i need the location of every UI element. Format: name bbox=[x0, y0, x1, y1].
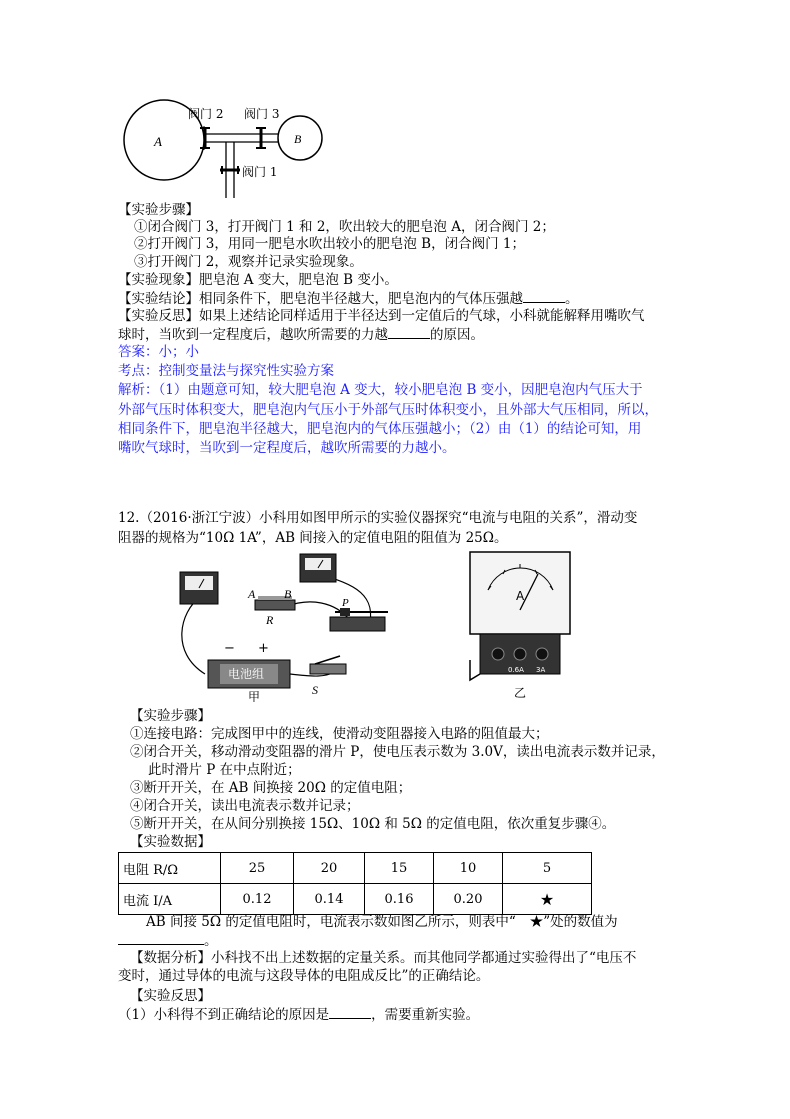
q12-step2b: 此时滑片 P 在中点附近； bbox=[148, 762, 301, 778]
table-cell: 15 bbox=[365, 853, 434, 884]
q11-analysis-line3: 相同条件下，肥皂泡半径越大，肥皂泡内的气体压强越小；（2）由（1）的结论可知，用 bbox=[118, 421, 642, 437]
q12-step5: ⑤断开开关，在从间分别换接 15Ω、10Ω 和 5Ω 的定值电阻，依次重复步骤④。 bbox=[130, 816, 616, 832]
valve1-label: 阀门 1 bbox=[242, 165, 278, 179]
q11-analysis-line4: 嘴吹气球时，当吹到一定程度后，越吹所需要的力越小。 bbox=[118, 440, 456, 456]
after-table-text: AB 间接 5Ω 的定值电阻时，电流表示数如图乙所示，则表中“ bbox=[146, 914, 516, 930]
q12-step1: ①连接电路：完成图甲中的连线，使滑动变阻器接入电路的阻值最大； bbox=[130, 726, 549, 742]
q12-step3: ③断开开关，在 AB 间换接 20Ω 的定值电阻； bbox=[130, 780, 412, 796]
table-cell: 5 bbox=[503, 853, 592, 884]
fig-s-label: S bbox=[312, 683, 318, 697]
q12-intro-line2: 阻器的规格为“10Ω 1A”，AB 间接入的定值电阻的阻值为 25Ω。 bbox=[118, 530, 508, 546]
q12-reflect-heading: 【实验反思】 bbox=[130, 988, 211, 1004]
bubble-a-label: A bbox=[154, 134, 162, 149]
after-table-end: ”处的数值为 bbox=[543, 914, 618, 930]
q11-analysis-line1: 解析：（1）由题意可知，较大肥皂泡 A 变大，较小肥皂泡 B 变小，因肥皂泡内气压大于 bbox=[118, 382, 643, 398]
q11-reflection: 【实验反思】如果上述结论同样适用于半径达到一定值后的气球，小科就能解释用嘴吹气 bbox=[118, 308, 645, 324]
reflect1-end: ，需要重新实验。 bbox=[371, 1007, 480, 1023]
q12-step2: ②闭合开关，移动滑动变阻器的滑片 P，使电压表示数为 3.0V，读出电流表示数并记录， bbox=[130, 744, 665, 760]
fig-p-label: P bbox=[342, 597, 349, 609]
battery-minus: − bbox=[224, 641, 235, 656]
table-cell: 25 bbox=[221, 853, 294, 884]
q11-reflection2-text: 球时，当吹到一定程度后，越吹所需要的力越 bbox=[118, 327, 388, 343]
q12-step4: ④闭合开关，读出电流表示数并记录； bbox=[130, 798, 360, 814]
q11-step2: ②打开阀门 3，用同一肥皂水吹出较小的肥皂泡 B，闭合阀门 1； bbox=[134, 236, 525, 252]
table-row bbox=[119, 884, 592, 915]
q12-steps-heading: 【实验步骤】 bbox=[130, 708, 211, 724]
q11-answer: 答案：小；小 bbox=[118, 344, 199, 360]
q11-conclusion-end: 。 bbox=[565, 291, 579, 307]
table-cell: 0.20 bbox=[434, 884, 503, 915]
circuit-figure-jia bbox=[160, 552, 410, 702]
q11-reflection2-end: 的原因。 bbox=[430, 327, 484, 343]
caption-yi: 乙 bbox=[514, 686, 527, 700]
rheostat bbox=[330, 608, 388, 631]
fig-a-label: A bbox=[248, 587, 256, 601]
q11-conclusion-text: 【实验结论】相同条件下，肥皂泡半径越大，肥皂泡内的气体压强越 bbox=[118, 291, 523, 307]
ammeter-figure-yi bbox=[458, 550, 578, 700]
meter-unit: A bbox=[516, 589, 525, 603]
q11-blank2[interactable] bbox=[388, 324, 430, 339]
valve3-label: 阀门 3 bbox=[244, 107, 280, 121]
reflect1-text: （1）小科得不到正确结论的原因是 bbox=[118, 1007, 330, 1023]
q12-after-table bbox=[146, 912, 618, 932]
terminal-3: 3A bbox=[536, 666, 546, 674]
q12-reflect1 bbox=[118, 1004, 479, 1025]
valve2-label: 阀门 2 bbox=[188, 107, 224, 121]
q11-step1: ①闭合阀门 3，打开阀门 1 和 2，吹出较大的肥皂泡 A，闭合阀门 2； bbox=[134, 219, 555, 235]
bubble-b-label: B bbox=[294, 132, 302, 146]
q11-topic: 考点：控制变量法与探究性实验方案 bbox=[118, 363, 334, 379]
battery-plus: + bbox=[258, 641, 269, 656]
table-cell: 0.14 bbox=[294, 884, 365, 915]
fig-b-label: B bbox=[284, 587, 292, 601]
terminal-06: 0.6A bbox=[508, 666, 524, 674]
q11-step3: ③打开阀门 2，观察并记录实验现象。 bbox=[134, 254, 363, 270]
table-cell: 10 bbox=[434, 853, 503, 884]
table-cell: 0.16 bbox=[365, 884, 434, 915]
switch bbox=[310, 656, 346, 674]
q12-data-heading: 【实验数据】 bbox=[130, 834, 211, 850]
after-table-star: ★ bbox=[529, 914, 544, 930]
q11-blank1[interactable] bbox=[523, 288, 565, 303]
q11-analysis-line2: 外部气压时体积变大，肥皂泡内气压小于外部气压时体积变小，且外部大气压相同，所以， bbox=[118, 402, 658, 418]
q12-intro-line1: 12.（2016·浙江宁波）小科用如图甲所示的实验仪器探究“电流与电阻的关系”，滑动变 bbox=[118, 510, 638, 526]
voltmeter-right bbox=[300, 554, 336, 582]
battery-label: 电池组 bbox=[228, 667, 265, 681]
row-head-current: 电流 I/A bbox=[119, 884, 221, 915]
q12-analysis1: 【数据分析】小科找不出上述数据的定量关系。而其他同学都通过实验得出了“电压不 bbox=[130, 950, 637, 966]
after-table-end2: 。 bbox=[204, 933, 218, 949]
star-cell: ★ bbox=[503, 884, 592, 915]
ammeter-left bbox=[180, 572, 218, 604]
table-row bbox=[119, 853, 592, 884]
row-head-resistance: 电阻 R/Ω bbox=[119, 853, 221, 884]
q12-blank-star-value[interactable] bbox=[118, 930, 204, 945]
table-cell: 20 bbox=[294, 853, 365, 884]
q11-steps-heading: 【实验步骤】 bbox=[118, 202, 199, 218]
data-table bbox=[118, 852, 592, 915]
bubble-apparatus-figure bbox=[118, 96, 448, 201]
q12-analysis2: 变时，通过导体的电流与这段导体的电阻成反比”的正确结论。 bbox=[118, 968, 490, 984]
table-cell: 0.12 bbox=[221, 884, 294, 915]
q12-blank-reason[interactable] bbox=[329, 1004, 371, 1019]
fig-r-label: R bbox=[266, 613, 274, 627]
caption-jia: 甲 bbox=[248, 690, 261, 702]
q11-phenomenon: 【实验现象】肥皂泡 A 变大，肥皂泡 B 变小。 bbox=[118, 272, 398, 288]
